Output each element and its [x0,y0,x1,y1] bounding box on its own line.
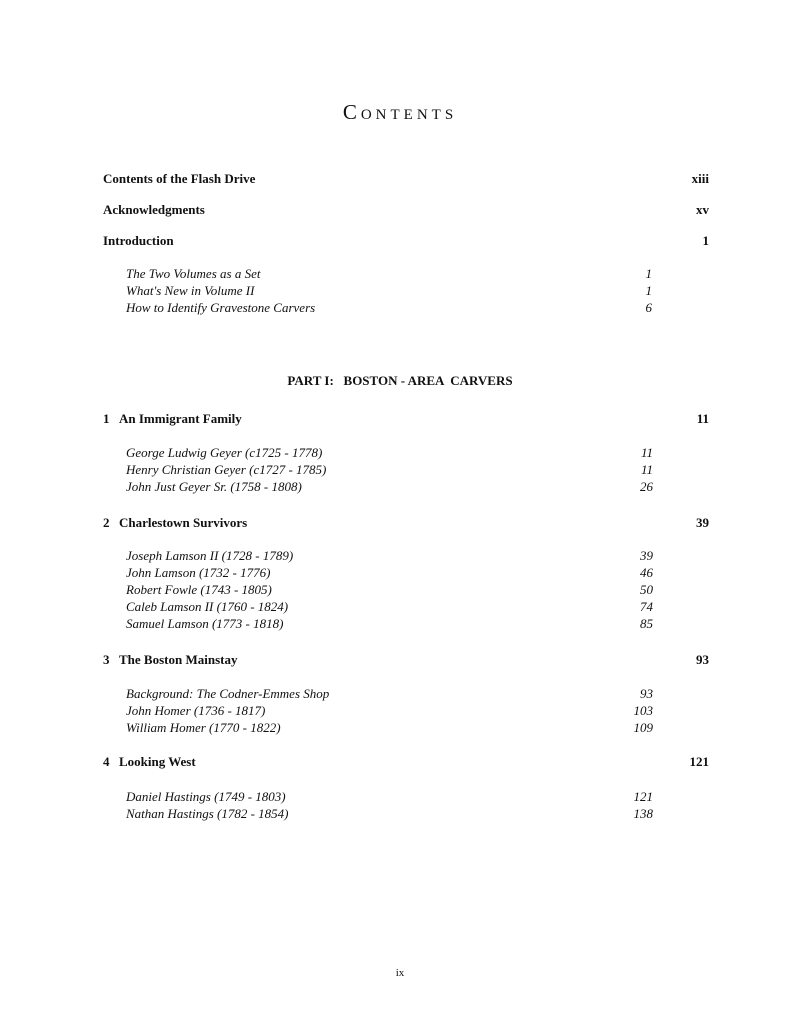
toc-subentry-label: Daniel Hastings (1749 - 1803) [126,789,286,804]
toc-chapter-3[interactable] [0,652,800,672]
toc-subentry[interactable] [0,300,800,317]
toc-entry-introduction[interactable] [0,233,800,253]
toc-subentry[interactable] [0,806,800,823]
toc-subentry-page: 93 [640,686,653,701]
toc-entry-page: 1 [702,233,709,248]
toc-entry-page: xv [696,202,709,217]
toc-chapter-4[interactable] [0,754,800,774]
toc-entry-label: Acknowledgments [103,202,205,217]
toc-subentry[interactable] [0,462,800,479]
chapter-title: An Immigrant Family [119,411,242,426]
toc-subentry-label: John Lamson (1732 - 1776) [126,565,271,580]
toc-entry-label: Introduction [103,233,174,248]
toc-subentry[interactable] [0,565,800,582]
toc-subentry[interactable] [0,548,800,565]
chapter-title: Looking West [119,754,196,769]
chapter-number: 4 [103,754,110,769]
toc-subentry-label: What's New in Volume II [126,283,255,298]
toc-subentry-page: 1 [645,283,652,298]
toc-subentry[interactable] [0,599,800,616]
toc-subentry[interactable] [0,720,800,737]
toc-subentry-page: 109 [633,720,653,735]
toc-subentry-page: 103 [633,703,653,718]
toc-subentry[interactable] [0,445,800,462]
toc-subentry[interactable] [0,789,800,806]
toc-subentry-label: George Ludwig Geyer (c1725 - 1778) [126,445,323,460]
toc-subentry-label: How to Identify Gravestone Carvers [126,300,316,315]
toc-subentry-page: 85 [640,616,653,631]
chapter-page: 121 [689,754,709,769]
toc-subentry-label: John Homer (1736 - 1817) [126,703,266,718]
toc-subentry-page: 74 [640,599,653,614]
toc-subentry-label: Samuel Lamson (1773 - 1818) [126,616,284,631]
chapter-page: 39 [696,515,709,530]
toc-subentry-label: Robert Fowle (1743 - 1805) [126,582,272,597]
toc-subentry-page: 11 [640,462,653,477]
toc-subentry-label: William Homer (1770 - 1822) [126,720,281,735]
chapter-title: Charlestown Survivors [119,515,248,530]
toc-subentry[interactable] [0,686,800,703]
part-heading: PART I: BOSTON - AREA CARVERS [287,373,513,388]
toc-chapter-1[interactable] [0,411,800,431]
page-number: ix [395,967,405,979]
chapter-page: 11 [696,411,709,426]
chapter-page: 93 [696,652,709,667]
toc-subentry[interactable] [0,479,800,496]
toc-subentry-page: 6 [645,300,652,315]
toc-entry-page: xiii [691,171,709,186]
toc-subentry-page: 1 [645,266,652,281]
toc-subentry[interactable] [0,283,800,300]
toc-subentry-page: 138 [633,806,653,821]
toc-subentry-page: 46 [640,565,653,580]
page-title: Contents [342,100,458,124]
chapter-number: 3 [103,652,110,667]
toc-subentry-page: 11 [640,445,653,460]
chapter-title: The Boston Mainstay [119,652,238,667]
toc-subentry-page: 50 [640,582,653,597]
toc-subentry[interactable] [0,582,800,599]
toc-subentry-label: The Two Volumes as a Set [126,266,261,281]
toc-subentry-page: 121 [633,789,653,804]
chapter-number: 1 [103,411,110,426]
toc-subentry-label: Nathan Hastings (1782 - 1854) [126,806,289,821]
toc-subentry[interactable] [0,266,800,283]
toc-subentry-label: Henry Christian Geyer (c1727 - 1785) [126,462,327,477]
toc-subentry-label: Caleb Lamson II (1760 - 1824) [126,599,289,614]
toc-entry-flash-drive[interactable] [0,171,800,191]
toc-subentry-label: John Just Geyer Sr. (1758 - 1808) [126,479,302,494]
chapter-number: 2 [103,515,110,530]
toc-chapter-2[interactable] [0,515,800,535]
toc-subentry[interactable] [0,616,800,633]
toc-entry-acknowledgments[interactable] [0,202,800,222]
toc-subentry-page: 26 [640,479,653,494]
toc-subentry-page: 39 [640,548,653,563]
toc-subentry[interactable] [0,703,800,720]
toc-subentry-label: Background: The Codner-Emmes Shop [126,686,330,701]
toc-entry-label: Contents of the Flash Drive [103,171,256,186]
toc-subentry-label: Joseph Lamson II (1728 - 1789) [126,548,294,563]
